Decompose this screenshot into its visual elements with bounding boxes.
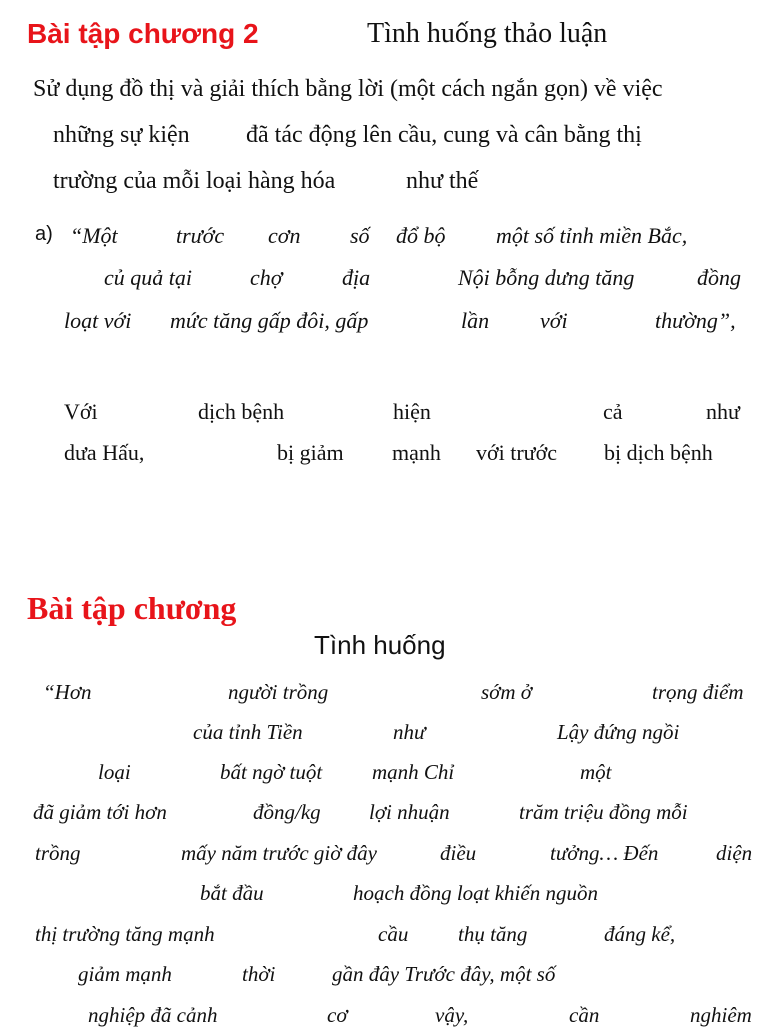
case-text: của tỉnh Tiền <box>193 720 303 744</box>
case-text: gần đây Trước đây, một số <box>332 962 556 986</box>
case-text: “Hơn <box>43 680 92 704</box>
plain-text: cả <box>603 399 623 424</box>
case-text: điều <box>440 841 477 865</box>
intro-line-3 <box>0 168 768 198</box>
case-text: thời <box>242 962 276 986</box>
case-text: như <box>393 720 426 744</box>
case-text: đáng kể, <box>604 922 676 946</box>
quote-line-2 <box>0 265 768 295</box>
case-text: sớm ở <box>481 680 533 704</box>
case-text: hoạch đồng loạt khiến nguồn <box>353 881 598 905</box>
case-text: bắt đầu <box>200 881 264 905</box>
case-text: đã giảm tới hơn <box>33 800 167 824</box>
case-text: giảm mạnh <box>78 962 172 986</box>
case-text: vậy, <box>435 1003 469 1027</box>
plain-line-1 <box>0 399 768 429</box>
intro-line-1 <box>0 76 768 106</box>
quote-text: chợ <box>250 265 283 290</box>
case-text: cầu <box>378 922 409 946</box>
quote-text: địa <box>342 265 371 290</box>
plain-text: dưa Hấu, <box>64 440 145 465</box>
intro-text: đã tác động lên cầu, cung và cân bằng thị <box>246 122 642 148</box>
case-text: mấy năm trước giờ đây <box>181 841 378 865</box>
intro-text: Sử dụng đồ thị và giải thích bằng lời (một cách ngắn gọn) về việc <box>33 76 663 102</box>
case-text: mạnh Chỉ <box>372 760 455 784</box>
slide2-subtitle: Tình huống <box>314 630 446 660</box>
plain-text: Với <box>64 399 98 424</box>
case-text: người trồng <box>228 680 329 704</box>
quote-text: đồng <box>697 265 741 290</box>
slide1-title: Bài tập chương 2 <box>27 18 259 49</box>
case-text: nghiệp đã cảnh <box>88 1003 218 1027</box>
plain-text: hiện <box>393 399 431 424</box>
case-line-3 <box>0 760 768 790</box>
case-text: nghiêm <box>690 1003 752 1027</box>
quote-text: mức tăng gấp đôi, gấp <box>170 308 369 333</box>
case-text: Lậy đứng ngồi <box>557 720 680 744</box>
plain-text: dịch bệnh <box>198 399 285 424</box>
plain-text: mạnh <box>392 440 441 465</box>
quote-text: một số tỉnh miền Bắc, <box>496 223 688 248</box>
quote-line-1 <box>0 223 768 253</box>
quote-text: trước <box>176 223 225 248</box>
intro-text: như thế <box>406 168 479 194</box>
plain-line-2 <box>0 440 768 470</box>
case-text: bất ngờ tuột <box>220 760 323 784</box>
case-text: thụ tăng <box>458 922 528 946</box>
item-a-marker: a) <box>35 223 53 245</box>
quote-text: thường”, <box>655 308 736 333</box>
quote-text: “Một <box>70 223 118 248</box>
case-text: trồng <box>35 841 81 865</box>
case-text: lợi nhuận <box>369 800 450 824</box>
quote-text: Nội bỗng dưng tăng <box>458 265 635 290</box>
plain-text: bị giảm <box>277 440 344 465</box>
case-text: trăm triệu đồng mỗi <box>519 800 688 824</box>
quote-text: cơn <box>268 223 301 248</box>
case-text: một <box>580 760 612 784</box>
case-line-8 <box>0 962 768 992</box>
quote-text: đổ bộ <box>396 223 446 248</box>
plain-text: với trước <box>476 440 558 465</box>
case-text: tưởng… Đến <box>550 841 659 865</box>
quote-text: củ quả tại <box>104 265 192 290</box>
quote-text: số <box>350 223 370 248</box>
case-line-5 <box>0 841 768 871</box>
quote-text: lần <box>461 308 490 333</box>
case-line-2 <box>0 720 768 750</box>
intro-line-2 <box>0 122 768 152</box>
plain-text: bị dịch bệnh <box>604 440 713 465</box>
case-line-1 <box>0 680 768 710</box>
intro-text: những sự kiện <box>53 122 190 148</box>
case-line-9 <box>0 1003 768 1033</box>
case-text: diện <box>716 841 753 865</box>
case-line-6 <box>0 881 768 911</box>
case-text: thị trường tăng mạnh <box>35 922 215 946</box>
slide1-subtitle: Tình huống thảo luận <box>367 18 608 49</box>
quote-line-3 <box>0 308 768 338</box>
case-text: trọng điểm <box>652 680 744 704</box>
case-line-4 <box>0 800 768 830</box>
case-text: cần <box>569 1003 600 1027</box>
case-text: loại <box>98 760 131 784</box>
case-line-7 <box>0 922 768 952</box>
intro-text: trường của mỗi loại hàng hóa <box>53 168 336 194</box>
plain-text: như <box>706 399 740 424</box>
slide2-title: Bài tập chương <box>27 590 237 626</box>
quote-text: với <box>540 308 568 333</box>
case-text: đồng/kg <box>253 800 321 824</box>
quote-text: loạt với <box>64 308 132 333</box>
case-text: cơ <box>327 1003 348 1027</box>
